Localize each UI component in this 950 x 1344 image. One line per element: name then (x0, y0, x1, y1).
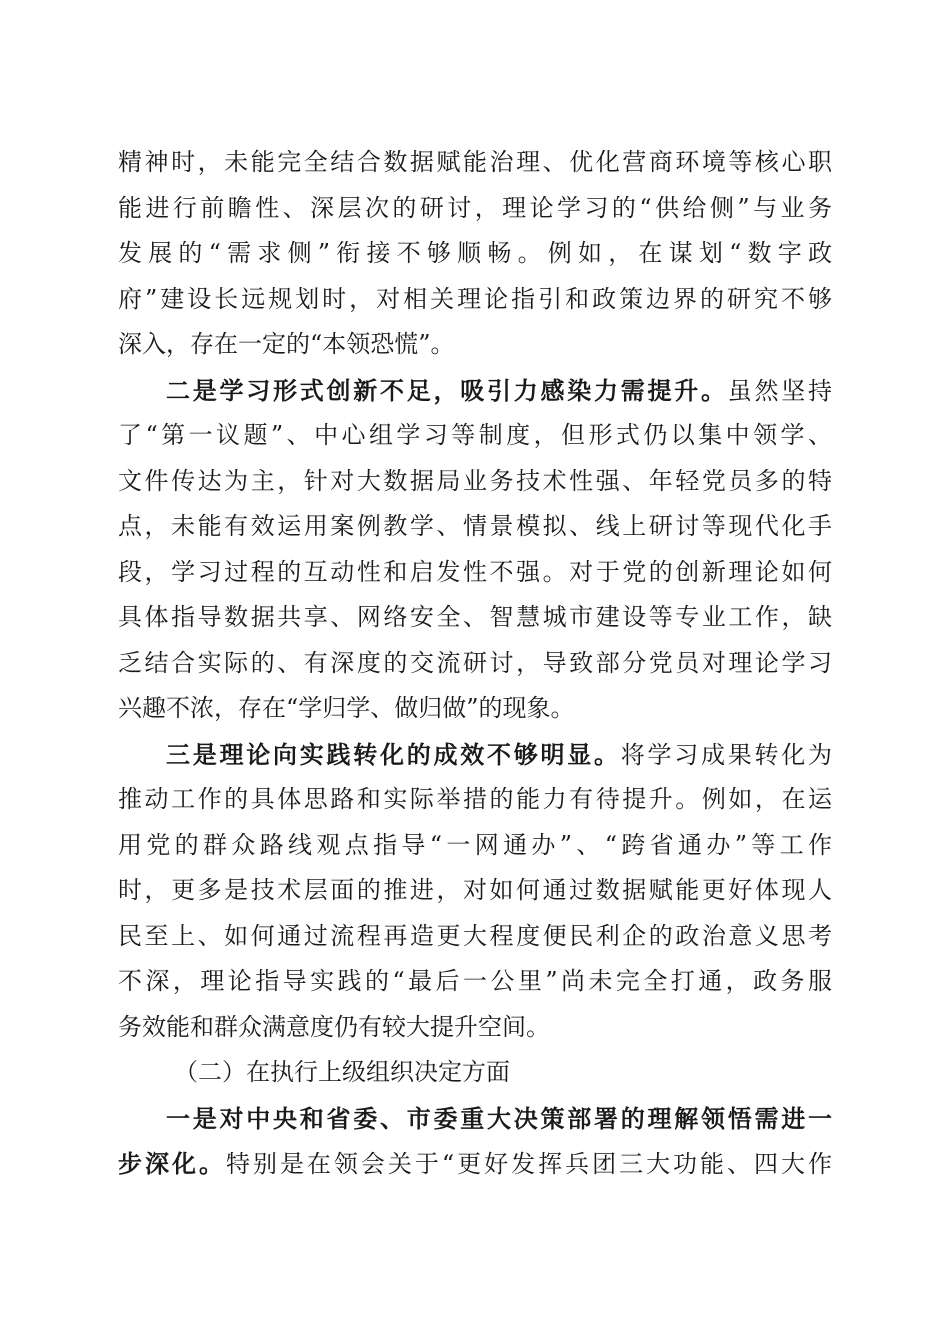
text-line (118, 595, 832, 641)
text-segment: 乏结合实际的、有深度的交流研讨，导致部分党员对理论学习 (118, 648, 832, 677)
bold-text-segment: 三是理论向实践转化的成效不够明显。 (166, 739, 621, 769)
text-line (118, 868, 832, 914)
bold-text-segment: 一是对中央和省委、市委重大决策部署的理解领悟需进一 (166, 1103, 832, 1133)
text-line (118, 459, 832, 505)
bold-text-segment: 二是学习形式创新不足，吸引力感染力需提升。 (166, 375, 728, 405)
text-line (118, 231, 832, 277)
text-line (118, 686, 832, 732)
text-segment: 不深，理论指导实践的“最后一公里”尚未完全打通，政务服 (118, 967, 832, 995)
text-line (118, 504, 832, 550)
text-segment: 深入，存在一定的“本领恐慌”。 (118, 330, 455, 358)
text-line (118, 777, 832, 823)
text-line (118, 1005, 832, 1051)
text-line (118, 140, 832, 186)
text-line (118, 823, 832, 869)
text-line (118, 413, 832, 459)
text-segment: 府”建设长远规划时，对相关理论指引和政策边界的研究不够 (118, 284, 832, 313)
text-line (118, 959, 832, 1005)
text-segment: 文件传达为主，针对大数据局业务技术性强、年轻党员多的特 (118, 466, 832, 495)
text-segment: 发展的“需求侧”衔接不够顺畅。例如，在谋划“数字政 (118, 239, 832, 267)
text-line (118, 277, 832, 323)
text-segment: 推动工作的具体思路和实际举措的能力有待提升。例如，在运 (118, 785, 832, 813)
section-heading-line (118, 1050, 832, 1096)
text-segment: 务效能和群众满意度仍有较大提升空间。 (118, 1012, 550, 1041)
text-line (118, 914, 832, 960)
text-segment: 特别是在领会关于“更好发挥兵团三大功能、四大作 (225, 1150, 832, 1178)
text-line (118, 550, 832, 596)
text-segment: 虽然坚持 (727, 376, 832, 405)
text-segment: 民至上、如何通过流程再造更大程度便民利企的政治意义思考 (118, 921, 832, 950)
text-segment: 点，未能有效运用案例教学、情景模拟、线上研讨等现代化手 (118, 512, 832, 540)
text-line (118, 732, 832, 778)
text-line (118, 186, 832, 232)
text-line (118, 1141, 832, 1187)
text-line (118, 368, 832, 414)
text-segment: （二）在执行上级组织决定方面 (174, 1058, 510, 1086)
document-body (118, 140, 832, 1187)
text-segment: 用党的群众路线观点指导“一网通办”、“跨省通办”等工作 (118, 830, 832, 859)
text-line (118, 641, 832, 687)
text-segment: 了“第一议题”、中心组学习等制度，但形式仍以集中领学、 (118, 421, 832, 449)
text-line (118, 1096, 832, 1142)
text-segment: 具体指导数据共享、网络安全、智慧城市建设等专业工作，缺 (118, 603, 832, 631)
bold-text-segment: 步深化。 (118, 1149, 226, 1178)
text-segment: 将学习成果转化为 (620, 740, 832, 769)
text-segment: 时，更多是技术层面的推进，对如何通过数据赋能更好体现人 (118, 876, 832, 904)
text-segment: 段，学习过程的互动性和启发性不强。对于党的创新理论如何 (118, 557, 832, 586)
text-segment: 兴趣不浓，存在“学归学、做归做”的现象。 (118, 694, 575, 722)
text-segment: 精神时，未能完全结合数据赋能治理、优化营商环境等核心职 (118, 148, 832, 176)
text-line (118, 322, 832, 368)
text-segment: 能进行前瞻性、深层次的研讨，理论学习的“供给侧”与业务 (118, 193, 832, 222)
